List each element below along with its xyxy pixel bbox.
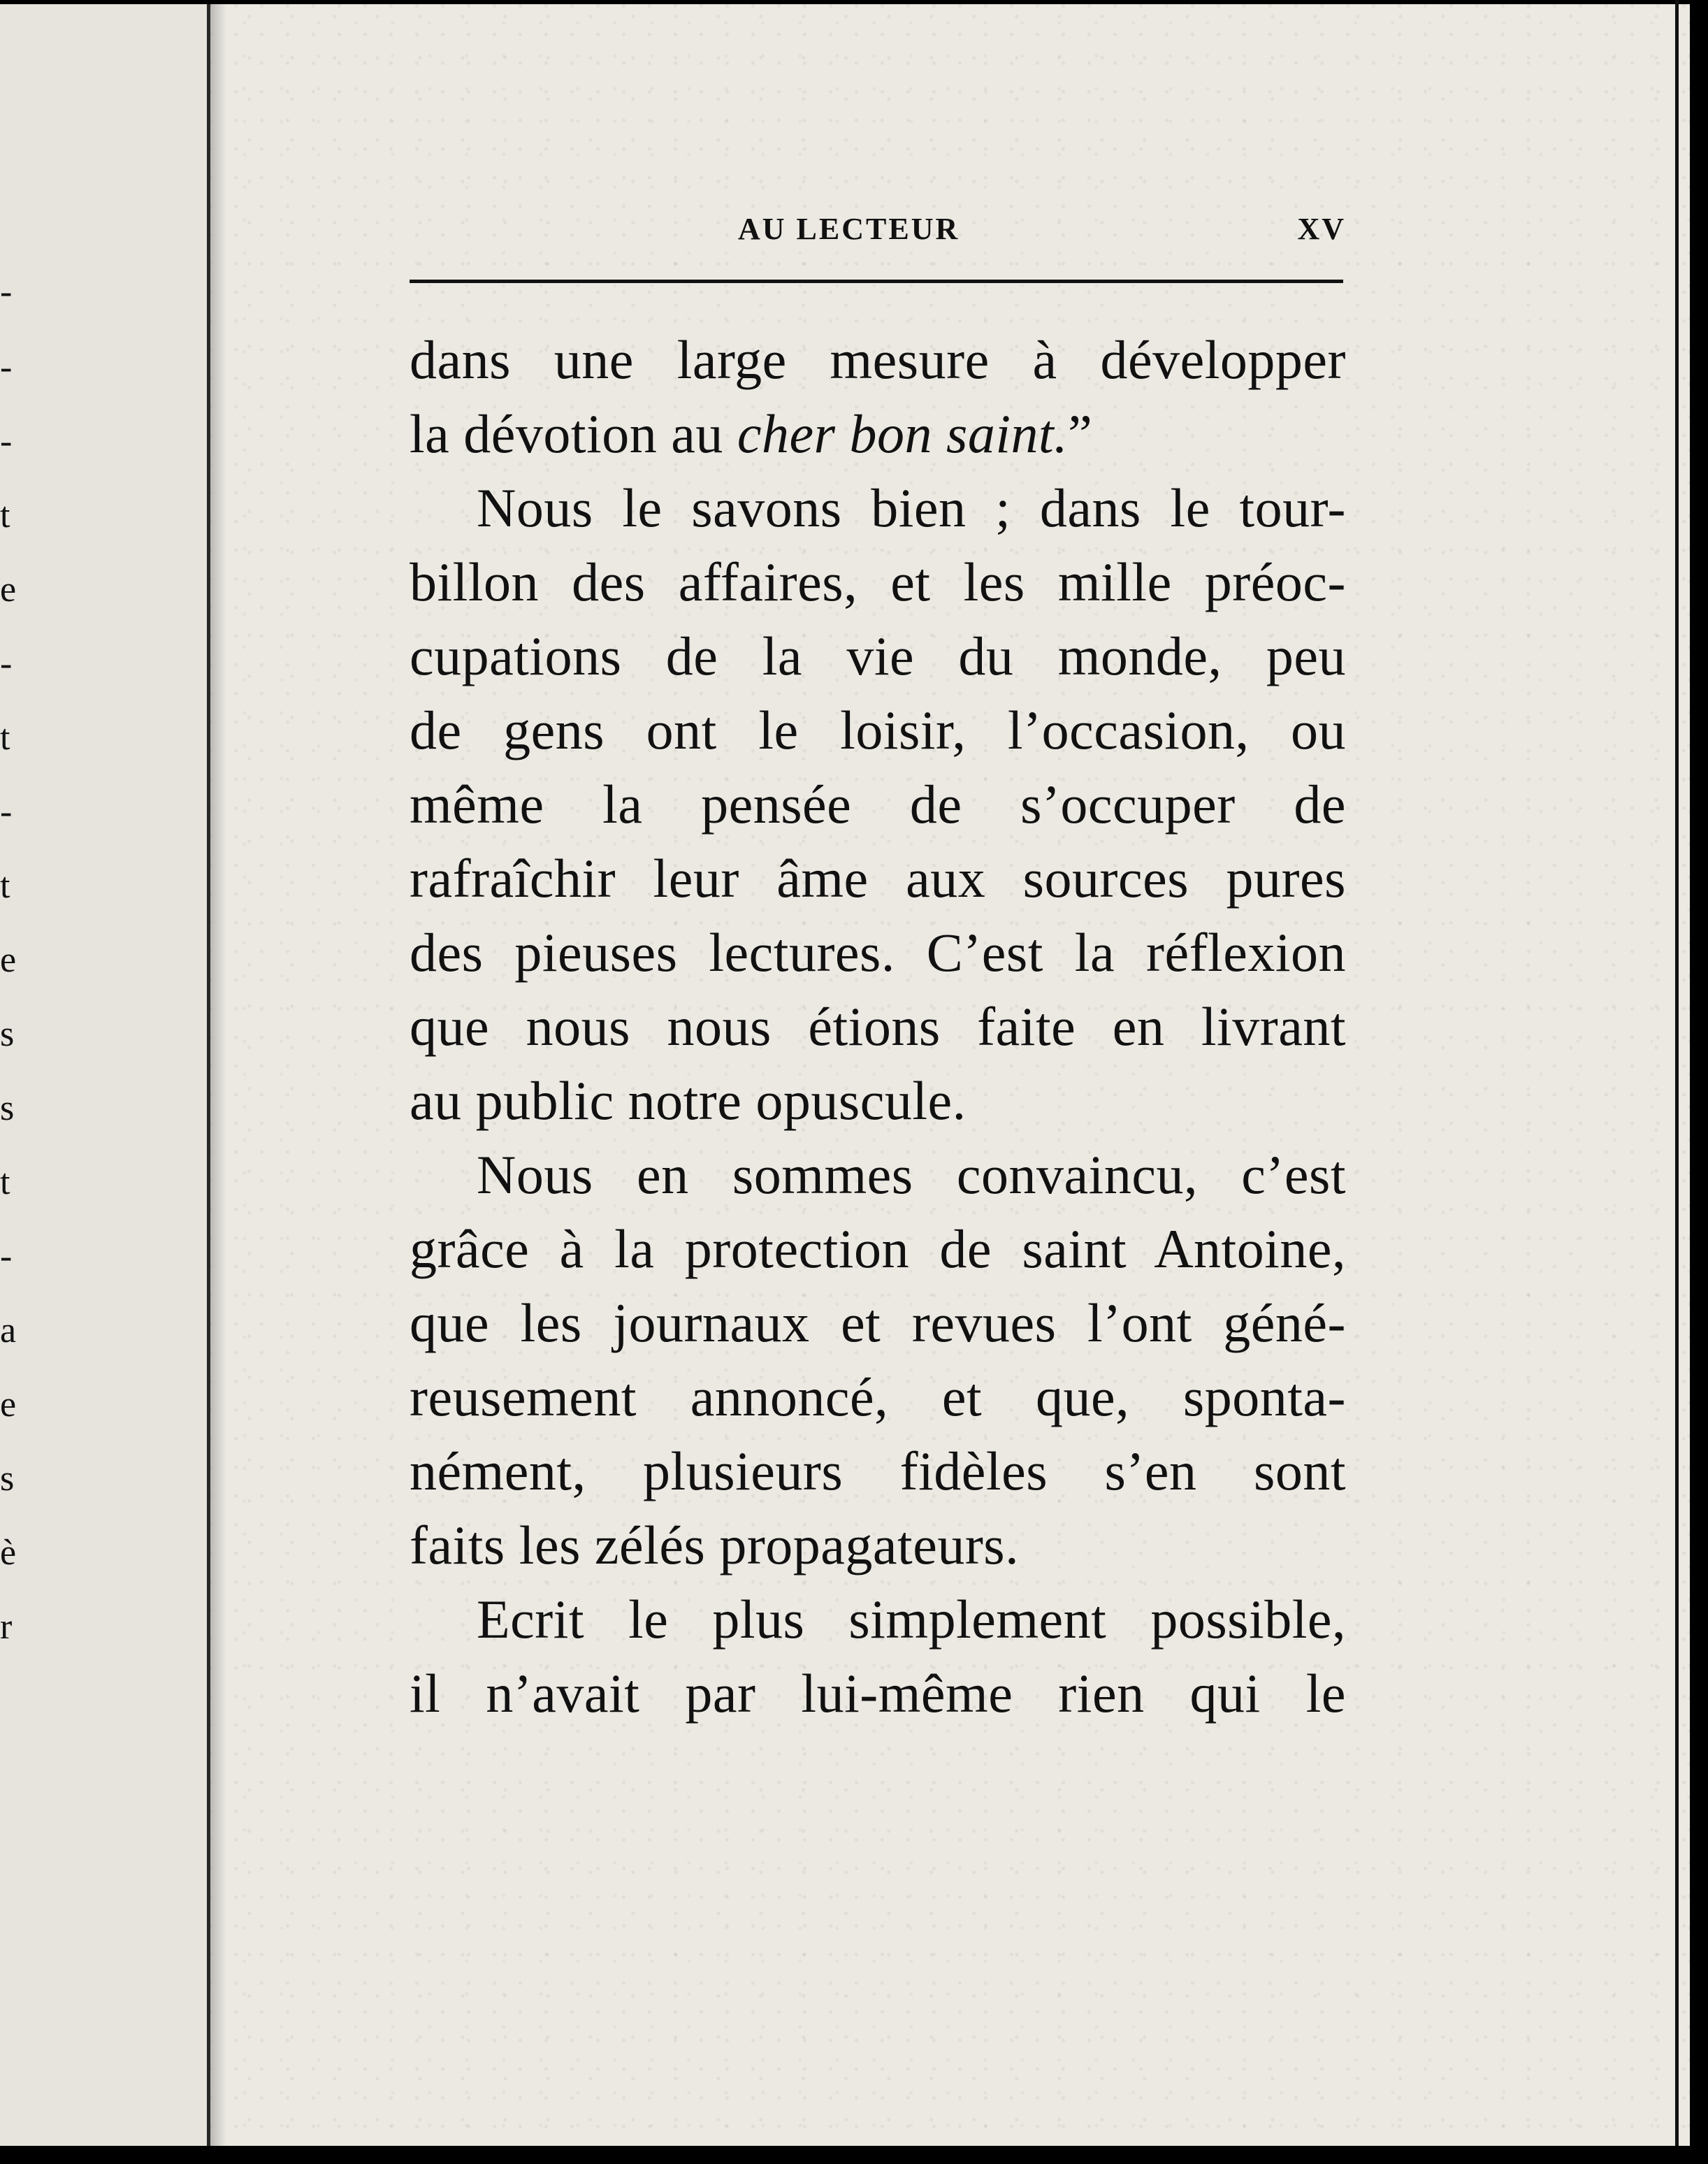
fragment: t	[0, 866, 10, 906]
text-run: la dévotion au	[410, 403, 737, 464]
text-line: Ecrit le plus simplement possible,	[477, 1589, 1346, 1650]
text-line: rafraîchir leur âme aux sources pures	[410, 848, 1346, 909]
text-line: il n’avait par lui-même rien qui le	[410, 1663, 1346, 1724]
fragment: e	[0, 1385, 17, 1424]
text-line	[410, 397, 1346, 471]
fragment: s	[0, 1088, 15, 1128]
text-line: de gens ont le loisir, l’occasion, ou	[410, 700, 1346, 760]
body-text	[410, 323, 1346, 1731]
page-number: XV	[1297, 212, 1346, 246]
text-line: que les journaux et revues l’ont géné-	[410, 1292, 1346, 1353]
italic-phrase: cher bon saint.	[737, 403, 1069, 464]
fragment: t	[0, 496, 10, 535]
fragment: a	[0, 1311, 17, 1350]
fragment: e	[0, 940, 17, 980]
fragment: s	[0, 1014, 15, 1054]
fragment: -	[0, 644, 13, 684]
closing-quote: ”	[1068, 403, 1093, 464]
header-rule	[410, 280, 1343, 283]
fragment: -	[0, 272, 13, 312]
text-line: Nous en sommes convaincu, c’est	[477, 1144, 1346, 1205]
facing-page-text-fragments	[0, 0, 28, 2164]
fragment: r	[0, 1607, 13, 1647]
fragment: -	[0, 347, 13, 387]
text-line: nément, plusieurs fidèles s’en sont	[410, 1441, 1346, 1501]
scan-border-bottom	[0, 2146, 1708, 2164]
running-head	[410, 207, 1346, 256]
fragment: è	[0, 1533, 17, 1573]
fragment: -	[0, 421, 13, 461]
fragment: -	[0, 1236, 13, 1276]
fragment: t	[0, 1162, 10, 1202]
text-line: dans une large mesure à développer	[410, 329, 1346, 390]
scan-border-right	[1690, 0, 1708, 2164]
text-line: Nous le savons bien ; dans le tour-	[477, 477, 1346, 538]
text-line: reusement annoncé, et que, sponta-	[410, 1366, 1346, 1427]
text-line: que nous nous étions faite en livrant	[410, 996, 1346, 1057]
running-head-title: AU LECTEUR	[738, 212, 960, 246]
text-line: cupations de la vie du monde, peu	[410, 626, 1346, 686]
text-line: des pieuses lectures. C’est la réflexion	[410, 922, 1346, 983]
scan-border-top	[0, 0, 1708, 4]
fragment: -	[0, 792, 13, 832]
text-line: même la pensée de s’occuper de	[410, 774, 1346, 835]
fragment: t	[0, 718, 10, 758]
scan-border-line	[1675, 0, 1679, 2164]
text-line: grâce à la protection de saint Antoine,	[410, 1218, 1346, 1279]
gutter-shadow	[207, 0, 226, 2164]
fragment: s	[0, 1459, 15, 1499]
text-line: billon des affaires, et les mille préoc-	[410, 551, 1346, 612]
fragment: e	[0, 570, 17, 609]
facing-page-edge	[0, 0, 210, 2164]
text-line: au public notre opuscule.	[410, 1070, 967, 1131]
text-line: faits les zélés propagateurs.	[410, 1515, 1020, 1575]
